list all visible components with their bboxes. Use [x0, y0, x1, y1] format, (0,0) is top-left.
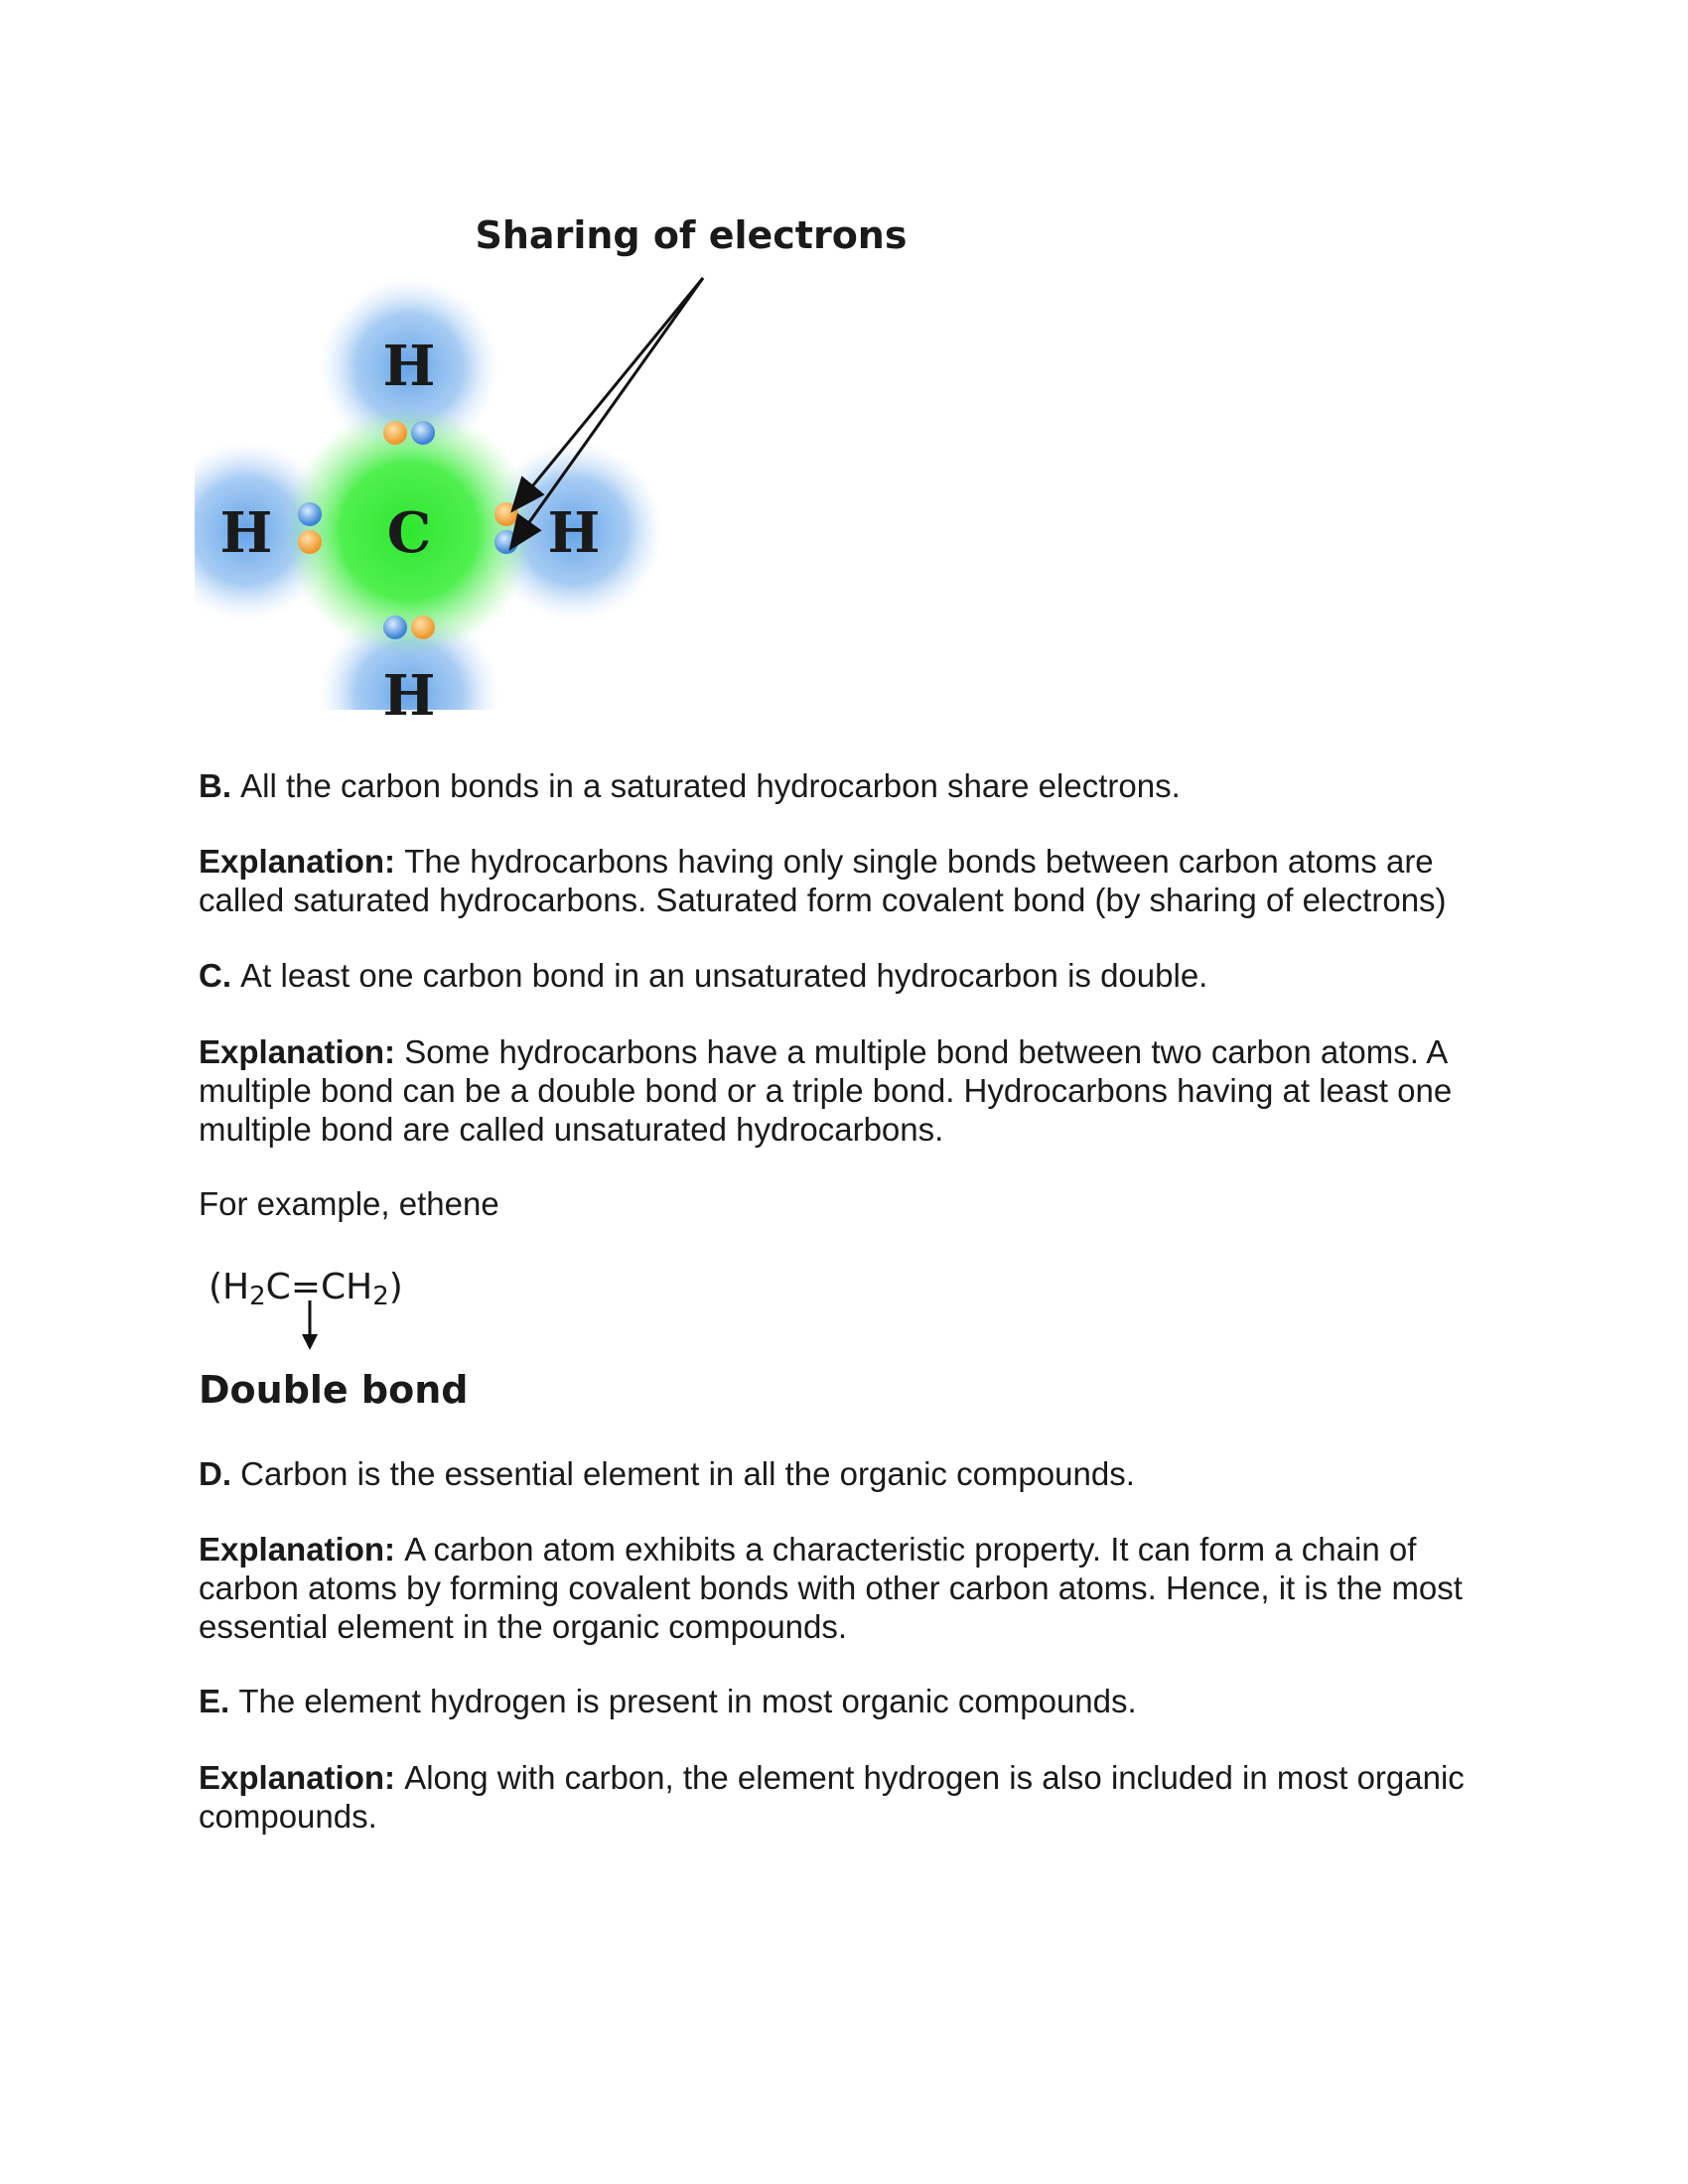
- ethene-diagram: [199, 1259, 496, 1368]
- explanation-c-text: Some hydrocarbons have a multiple bond between two carbon atoms. A multiple bond can be a double bond or a triple bond. Hydrocarbons having at least one multiple bond are called unsaturated hydrocarbons.: [199, 1033, 1453, 1148]
- statement-c-text: At least one carbon bond in an unsaturated hydrocarbon is double.: [240, 957, 1208, 994]
- explanation-b: [199, 842, 1509, 919]
- double-bond-arrowhead: [302, 1334, 318, 1350]
- explanation-e: [199, 1758, 1509, 1836]
- ethene-bond: =: [290, 1267, 321, 1307]
- statement-e: [199, 1682, 1509, 1720]
- figure-title: Sharing of electrons: [475, 218, 908, 257]
- example-intro: [199, 1184, 1509, 1223]
- statement-c-label: C.: [199, 957, 241, 994]
- section-c: [199, 956, 1509, 995]
- example-text: For example, ethene: [199, 1185, 499, 1222]
- explanation-e-text: Along with carbon, the element hydrogen is also included in most organic compounds.: [199, 1759, 1465, 1835]
- explanation-c-paragraph: [199, 1032, 1509, 1149]
- ethene-sub-2: 2: [372, 1282, 389, 1311]
- statement-d-text: Carbon is the essential element in all the organic compounds.: [240, 1455, 1135, 1492]
- explanation-c-label: Explanation:: [199, 1033, 405, 1070]
- statement-e-text: The element hydrogen is present in most organic compounds.: [238, 1683, 1137, 1719]
- electron-left-1: [298, 502, 322, 526]
- atom-h-right: H: [547, 500, 601, 566]
- atom-h-top: H: [382, 334, 436, 399]
- double-bond-label: Double bond: [199, 1368, 469, 1412]
- atom-h-left: H: [219, 500, 273, 566]
- ethene-ch: CH: [320, 1267, 373, 1307]
- section-e: [199, 1682, 1509, 1720]
- atom-c-center: C: [386, 500, 432, 566]
- explanation-b-label: Explanation:: [199, 843, 405, 880]
- statement-e-label: E.: [199, 1683, 239, 1719]
- ethene-c: C: [265, 1267, 291, 1307]
- methane-diagram: [195, 218, 949, 735]
- ethene-close: ): [388, 1267, 403, 1307]
- explanation-e-paragraph: [199, 1758, 1509, 1836]
- statement-c: [199, 956, 1509, 995]
- explanation-d: [199, 1530, 1509, 1646]
- ethene-open: (H: [209, 1267, 250, 1307]
- atom-h-bottom: H: [382, 663, 436, 729]
- explanation-e-label: Explanation:: [199, 1759, 405, 1796]
- explanation-c: [199, 1032, 1509, 1149]
- statement-d: [199, 1454, 1509, 1493]
- methane-figure: [195, 218, 949, 735]
- statement-b: [199, 766, 1509, 805]
- explanation-b-paragraph: [199, 842, 1509, 919]
- explanation-d-label: Explanation:: [199, 1531, 405, 1568]
- explanation-b-text: The hydrocarbons having only single bonds between carbon atoms are called saturated hydrocarbons. Saturated form covalent bond (by sharing of electrons): [199, 843, 1447, 918]
- electron-top-1: [383, 421, 407, 445]
- statement-d-label: D.: [199, 1455, 241, 1492]
- electron-bottom-1: [383, 615, 407, 639]
- ethene-sub-1: 2: [249, 1282, 266, 1311]
- electron-bottom-2: [411, 615, 435, 639]
- statement-b-text: All the carbon bonds in a saturated hydrocarbon share electrons.: [240, 767, 1181, 804]
- explanation-d-paragraph: [199, 1530, 1509, 1646]
- electron-left-2: [298, 530, 322, 554]
- ethene-text: [209, 1267, 403, 1311]
- statement-b-label: B.: [199, 767, 241, 804]
- electron-top-2: [411, 421, 435, 445]
- explanation-d-text: A carbon atom exhibits a characteristic property. It can form a chain of carbon atoms by forming covalent bonds with other carbon atoms. Hence, it is the most essential element in the organic compounds.: [199, 1531, 1463, 1645]
- section-d: [199, 1454, 1509, 1493]
- section-b: [199, 766, 1509, 805]
